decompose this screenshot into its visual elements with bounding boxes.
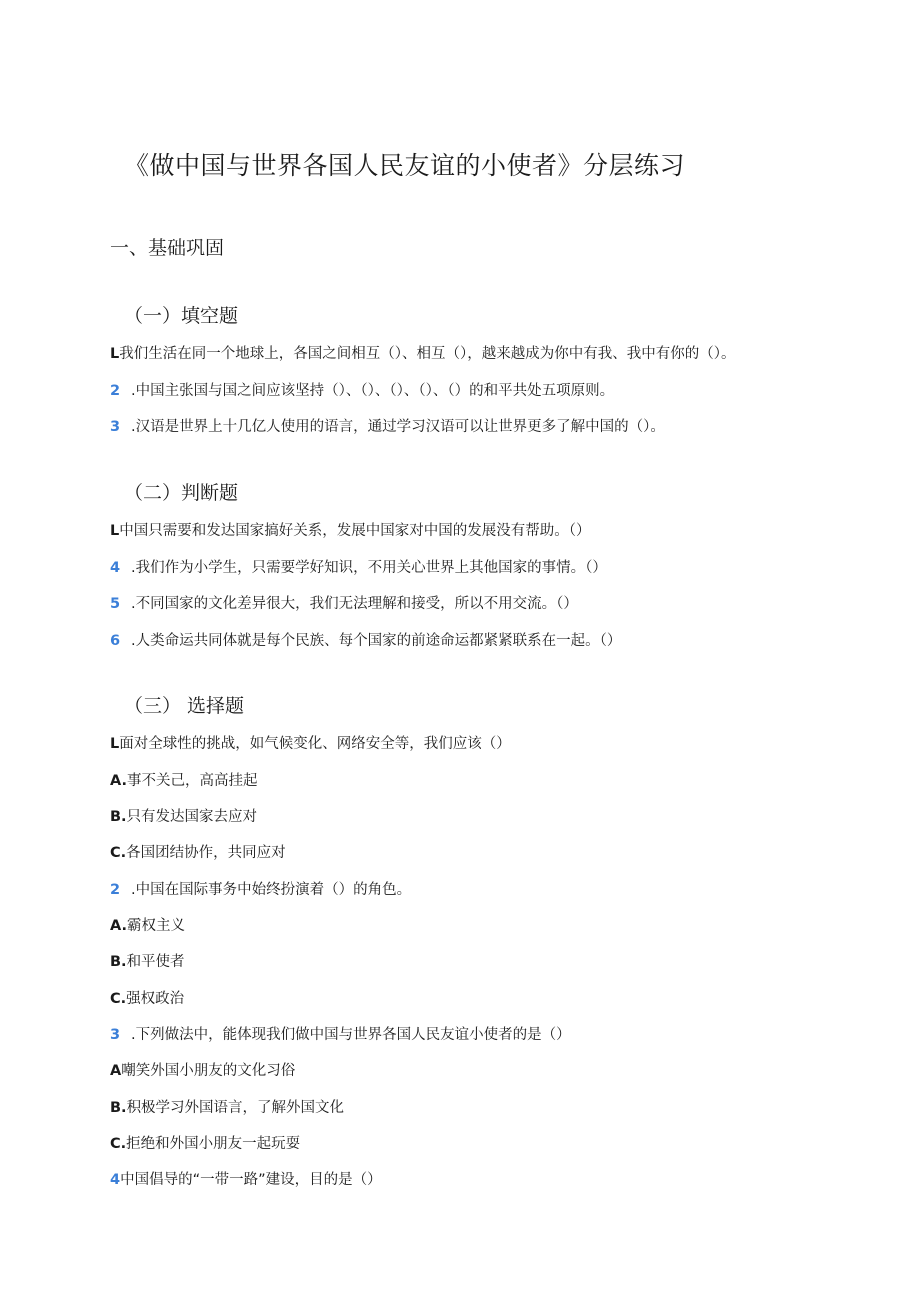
question-number: 3 (110, 419, 121, 435)
question-text: .下列做法中，能体现我们做中国与世界各国人民友谊小使者的是（） (131, 1027, 571, 1043)
fill-question-1 (110, 344, 736, 364)
option-letter: B. (110, 954, 127, 970)
option-letter: C. (110, 845, 127, 861)
document-title: 《做中国与世界各国人民友谊的小使者》分层练习 (124, 151, 686, 180)
judge-question-3 (110, 594, 578, 614)
option-letter: B. (110, 809, 127, 825)
fill-question-2 (110, 381, 614, 401)
question-text: .中国在国际事务中始终扮演着（）的角色。 (131, 882, 412, 898)
option-text: 和平使者 (126, 954, 185, 970)
option-text: 霸权主义 (127, 918, 185, 934)
judge-heading: （二）判断题 (124, 482, 239, 504)
section-basic-heading: 一、基础巩固 (110, 237, 225, 259)
option-text: 只有发达国家去应对 (126, 809, 258, 825)
option-text: 强权政治 (126, 991, 185, 1007)
question-number: L (110, 736, 120, 752)
choice-option-2a (110, 916, 185, 936)
question-number: 4 (110, 560, 121, 576)
question-text: 我们生活在同一个地球上，各国之间相互（）、相互（），越来越成为你中有我、我中有你的（）。 (119, 346, 736, 362)
choice-option-1a (110, 771, 258, 791)
question-text: .我们作为小学生，只需要学好知识，不用关心世界上其他国家的事情。（） (131, 560, 607, 576)
option-letter: C. (110, 991, 127, 1007)
question-number: 2 (110, 882, 121, 898)
option-text: 嘲笑外国小朋友的文化习俗 (121, 1063, 296, 1079)
choice-question-2 (110, 880, 411, 900)
question-number: L (110, 523, 120, 539)
choice-question-4 (110, 1170, 382, 1190)
judge-question-4 (110, 631, 621, 651)
option-letter: A. (110, 918, 127, 934)
choice-option-3c (110, 1134, 300, 1154)
option-text: 拒绝和外国小朋友一起玩耍 (126, 1136, 301, 1152)
choice-option-2b (110, 952, 185, 972)
question-number: 4 (110, 1172, 121, 1188)
option-text: 各国团结协作，共同应对 (126, 845, 286, 861)
fill-blank-heading: （一）填空题 (124, 305, 239, 327)
option-letter: A. (110, 773, 127, 789)
question-text: 面对全球性的挑战，如气候变化、网络安全等，我们应该（） (119, 736, 511, 752)
choice-question-3 (110, 1025, 571, 1045)
fill-question-3 (110, 417, 665, 437)
question-number: 6 (110, 633, 121, 649)
option-text: 事不关己，高高挂起 (127, 773, 258, 789)
question-number: 2 (110, 383, 121, 399)
choice-option-3b (110, 1098, 344, 1118)
judge-question-2 (110, 558, 607, 578)
choice-question-1 (110, 734, 511, 754)
option-letter: A (110, 1063, 122, 1079)
judge-question-1 (110, 521, 591, 541)
question-text: 中国倡导的“一带一路”建设，目的是（） (120, 1172, 382, 1188)
question-text: .中国主张国与国之间应该坚持（）、（）、（）、（）、（）的和平共处五项原则。 (131, 383, 615, 399)
option-letter: C. (110, 1136, 127, 1152)
question-number: 3 (110, 1027, 121, 1043)
question-text: .不同国家的文化差异很大，我们无法理解和接受，所以不用交流。（） (131, 596, 578, 612)
option-letter: B. (110, 1100, 127, 1116)
choice-heading: （三） 选择题 (124, 695, 245, 717)
choice-option-2c (110, 989, 184, 1009)
question-text: .人类命运共同体就是每个民族、每个国家的前途命运都紧紧联系在一起。（） (131, 633, 622, 649)
choice-option-1b (110, 807, 257, 827)
question-number: 5 (110, 596, 121, 612)
question-text: 中国只需要和发达国家搞好关系，发展中国家对中国的发展没有帮助。（） (119, 523, 591, 539)
choice-option-3a (110, 1061, 295, 1081)
option-text: 积极学习外国语言，了解外国文化 (126, 1100, 345, 1116)
question-text: .汉语是世界上十几亿人使用的语言，通过学习汉语可以让世界更多了解中国的（）。 (131, 419, 665, 435)
choice-option-1c (110, 843, 286, 863)
question-number: L (110, 346, 120, 362)
